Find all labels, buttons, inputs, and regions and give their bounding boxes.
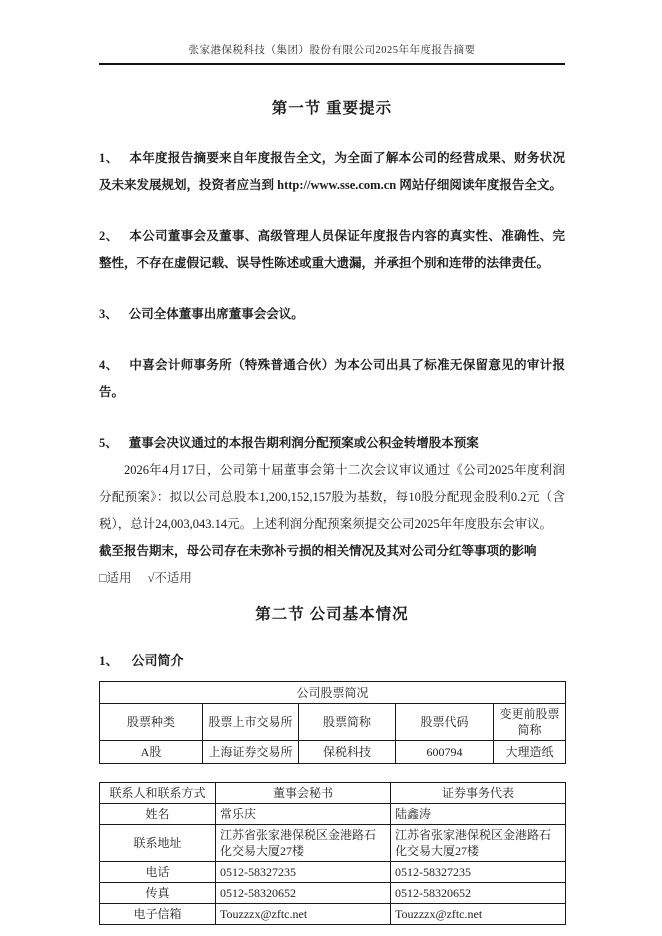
document-header-title: 张家港保税科技（集团）股份有限公司2025年年度报告摘要	[188, 45, 476, 56]
column-header: 联系人和联系方式	[100, 783, 216, 804]
column-header: 董事会秘书	[216, 783, 391, 804]
column-header: 变更前股票简称	[494, 704, 566, 741]
secretary-fax-cell: 0512-58320652	[216, 883, 391, 904]
company-profile-subheading	[99, 647, 565, 674]
stock-overview-table	[99, 681, 566, 764]
table-row	[100, 704, 566, 741]
table-row	[100, 783, 566, 804]
table-row	[100, 682, 566, 704]
representative-phone-cell: 0512-58327235	[391, 862, 566, 883]
column-header: 股票种类	[100, 704, 203, 741]
notice-item-1	[99, 145, 565, 199]
applicable-checkbox-unchecked: □适用	[99, 571, 132, 585]
representative-fax-cell: 0512-58320652	[391, 883, 566, 904]
row-label-name: 姓名	[100, 804, 216, 825]
section1-heading: 第一节 重要提示	[271, 100, 393, 117]
dividend-plan-paragraph: 2026年4月17日，公司第十届董事会第十二次会议审议通过《公司2025年度利润分配预案》：拟以公司总股本1,200,152,157股为基数，每10股分配现金股利0.2元（含税），总计24,003,043.14元。上述利润分配预案须提交公司2025年年度股东会审议。	[99, 463, 565, 531]
secretary-phone-cell: 0512-58327235	[216, 862, 391, 883]
header-divider	[99, 63, 565, 65]
item5-number: 5、	[99, 436, 118, 450]
item3-text: 公司全体董事出席董事会会议。	[128, 307, 304, 321]
stock-code-cell: 600794	[396, 741, 494, 764]
stock-shortname-cell: 保税科技	[299, 741, 396, 764]
uncovered-loss-note: 截至报告期末，母公司存在未弥补亏损的相关情况及其对公司分红等事项的影响	[99, 544, 537, 558]
item1-text: 本年度报告摘要来自年度报告全文，为全面了解本公司的经营成果、财务状况及未来发展规划，投资者应当到 http://www.sse.com.cn 网站仔细阅读年度报告全文。	[99, 151, 565, 192]
section2-heading: 第二节 公司基本情况	[255, 606, 409, 623]
secretary-address-cell: 江苏省张家港保税区金港路石化交易大厦27楼	[216, 825, 391, 862]
table-row	[100, 741, 566, 764]
stock-type-cell: A股	[100, 741, 203, 764]
item2-number: 2、	[99, 229, 119, 243]
notice-item-5-title	[99, 430, 565, 457]
representative-name-cell: 陆鑫涛	[391, 804, 566, 825]
item5-title-text: 董事会决议通过的本报告期利润分配预案或公积金转增股本预案	[128, 436, 479, 450]
secretary-name-cell: 常乐庆	[216, 804, 391, 825]
table-row	[100, 825, 566, 862]
sub1-title-text: 公司简介	[131, 653, 184, 668]
notice-item-4	[99, 352, 565, 406]
column-header: 股票代码	[396, 704, 494, 741]
former-shortname-cell: 大理造纸	[494, 741, 566, 764]
row-label-fax: 传真	[100, 883, 216, 904]
notice-item-3	[99, 301, 565, 328]
row-label-address: 联系地址	[100, 825, 216, 862]
applicability-line	[99, 565, 565, 591]
representative-email-cell: Touzzzx@zftc.net	[391, 904, 566, 925]
column-header: 证券事务代表	[391, 783, 566, 804]
item4-text: 中喜会计师事务所（特殊普通合伙）为本公司出具了标准无保留意见的审计报告。	[99, 358, 565, 399]
item1-number: 1、	[99, 151, 119, 165]
not-applicable-checkbox-checked: √不适用	[147, 571, 192, 585]
contacts-table	[99, 782, 566, 925]
table-row	[100, 804, 566, 825]
column-header: 股票上市交易所	[203, 704, 299, 741]
row-label-phone: 电话	[100, 862, 216, 883]
sub1-number: 1、	[99, 653, 119, 668]
table-row	[100, 883, 566, 904]
item4-number: 4、	[99, 358, 119, 372]
table-row	[100, 904, 566, 925]
notice-item-2	[99, 223, 565, 277]
item3-number: 3、	[99, 307, 118, 321]
stock-table-title: 公司股票简况	[100, 682, 566, 704]
secretary-email-cell: Touzzzx@zftc.net	[216, 904, 391, 925]
representative-address-cell: 江苏省张家港保税区金港路石化交易大厦27楼	[391, 825, 566, 862]
column-header: 股票简称	[299, 704, 396, 741]
item2-text: 本公司董事会及董事、高级管理人员保证年度报告内容的真实性、准确性、完整性，不存在虚假记载、误导性陈述或重大遗漏，并承担个别和连带的法律责任。	[99, 229, 565, 270]
stock-exchange-cell: 上海证券交易所	[203, 741, 299, 764]
table-row	[100, 862, 566, 883]
row-label-email: 电子信箱	[100, 904, 216, 925]
